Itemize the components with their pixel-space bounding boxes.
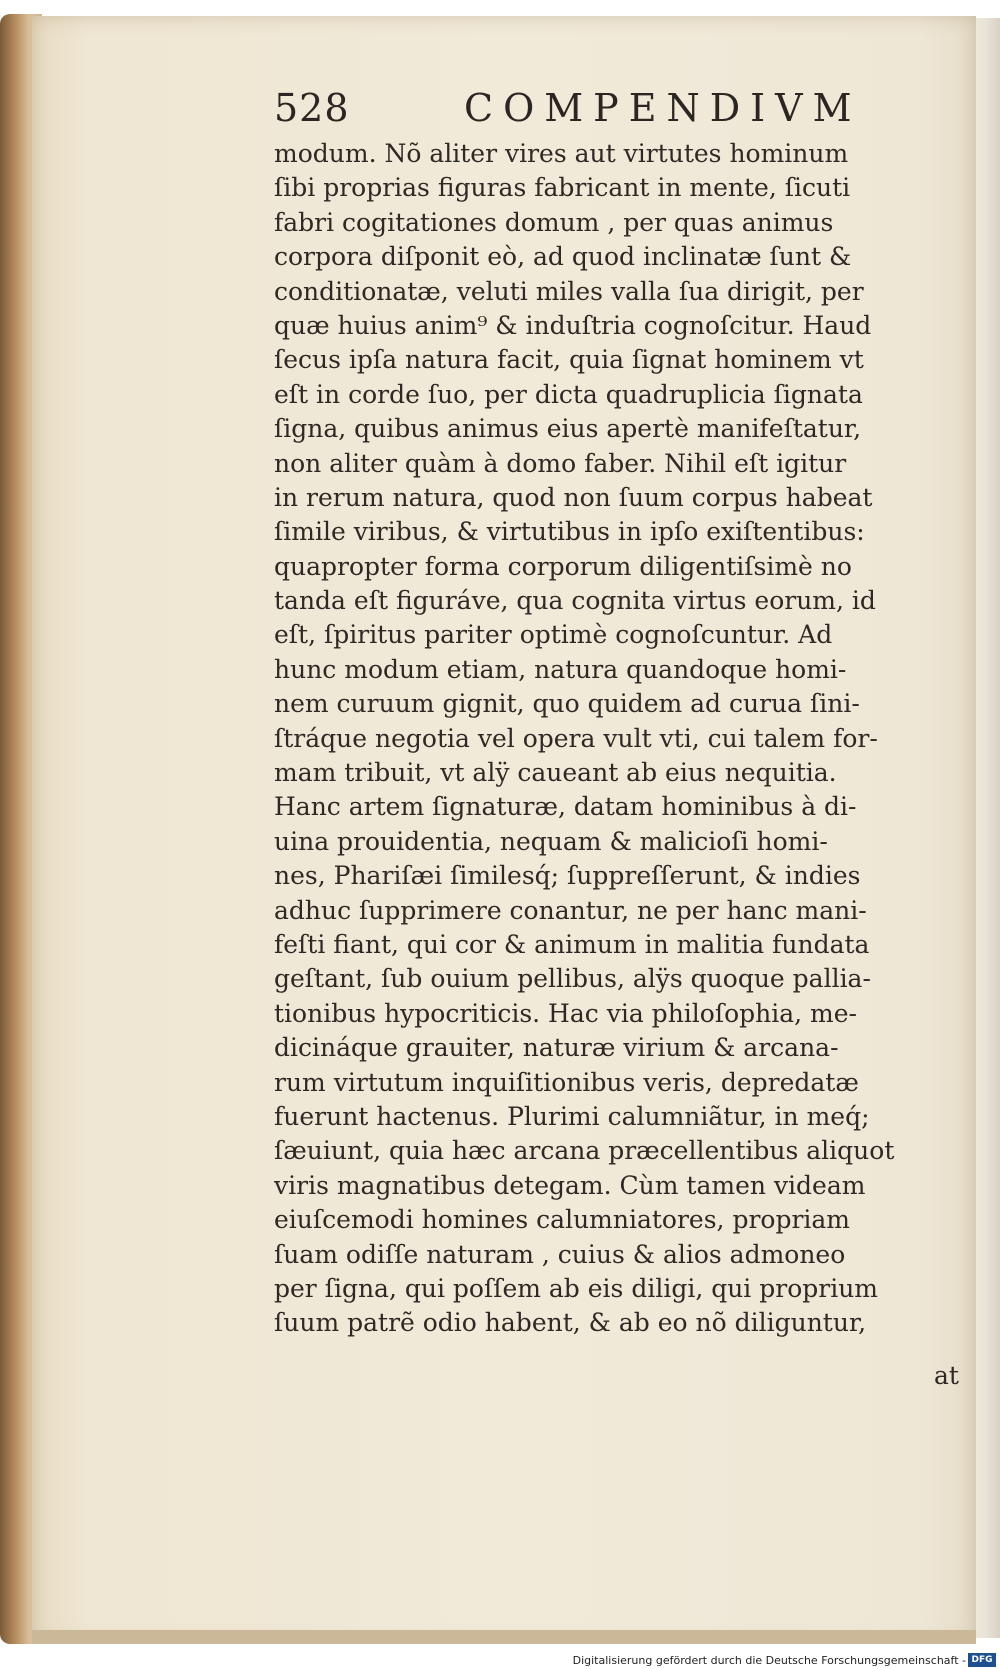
book-edge-right: [974, 18, 1000, 1638]
text-line: rum virtutum inquiſitionibus veris, depredatæ: [274, 1067, 859, 1097]
text-line: ſibi proprias figuras fabricant in mente, ſicuti: [274, 173, 851, 203]
text-line: ſecus ipſa natura facit, quia ſignat hominem vt: [274, 345, 864, 375]
text-line: nes, Phariſæi ſimilesq́; ſuppreſſerunt, & indies: [274, 861, 861, 891]
text-line: corpora diſponit eò, ad quod inclinatæ ſunt &: [274, 242, 852, 272]
text-line: quapropter forma corporum diligentiſsimè no: [274, 551, 852, 581]
text-line: ſæuiunt, quia hæc arcana præcellentibus aliquot: [274, 1136, 895, 1166]
text-line: ſtráque negotia vel opera vult vti, cui talem for-: [274, 723, 878, 753]
text-line: feſti fiant, qui cor & animum in malitia fundata: [274, 929, 870, 959]
text-line: Hanc artem ſignaturæ, datam hominibus à di-: [274, 792, 857, 822]
text-line: hunc modum etiam, natura quandoque homi-: [274, 654, 847, 684]
text-line: viris magnatibus detegam. Cùm tamen videam: [274, 1170, 866, 1200]
text-line: non aliter quàm à domo faber. Nihil eſt igitur: [274, 448, 847, 478]
text-line: dicináque grauiter, naturæ virium & arcana-: [274, 1033, 839, 1063]
text-line: ſuum patrẽ odio habent, & ab eo nõ diliguntur,: [274, 1308, 867, 1338]
text-line: tanda eſt figuráve, qua cognita virtus eorum, id: [274, 586, 876, 616]
text-line: in rerum natura, quod non ſuum corpus habeat: [274, 482, 873, 512]
text-line: eſt, ſpiritus pariter optimè cognoſcuntur. Ad: [274, 620, 833, 650]
text-line: ſimile viribus, & virtutibus in ipſo exiſtentibus:: [274, 517, 865, 547]
running-title: COMPENDIVM: [464, 86, 862, 130]
page-bottom-edge: [32, 1630, 976, 1644]
running-header: [274, 78, 914, 138]
text-line: geſtant, ſub ouium pellibus, alÿs quoque pallia-: [274, 964, 871, 994]
text-line: fabri cogitationes domum , per quas animus: [274, 207, 834, 237]
text-line: ſuam odiſſe naturam , cuius & alios admoneo: [274, 1239, 846, 1269]
text-line: eſt in corde ſuo, per dicta quadruplicia ſignata: [274, 379, 863, 409]
text-line: adhuc ſupprimere conantur, ne per hanc mani-: [274, 895, 867, 925]
text-line: eiuſcemodi homines calumniatores, propriam: [274, 1205, 851, 1235]
text-line: fuerunt hactenus. Plurimi calumniãtur, in meq́;: [274, 1101, 870, 1131]
dfg-logo: DFG: [968, 1653, 996, 1667]
text-line: modum. Nõ aliter vires aut virtutes hominum: [274, 139, 849, 168]
text-line: uina prouidentia, nequam & malicioſi homi-: [274, 826, 828, 856]
text-line: ſigna, quibus animus eius apertè manifeſtatur,: [274, 414, 862, 444]
text-line: mam tribuit, vt alÿ caueant ab eius nequitia.: [274, 758, 837, 788]
body-text: [274, 137, 974, 1341]
text-line: quæ huius anim⁹ & induſtria cognoſcitur. Haud: [274, 310, 872, 340]
catchword: at: [934, 1361, 959, 1390]
text-line: conditionatæ, veluti miles valla ſua dirigit, per: [274, 276, 864, 306]
text-line: per ſigna, qui poſſem ab eis diligi, qui proprium: [274, 1273, 879, 1303]
digitization-credit: Digitalisierung gefördert durch die Deutsche Forschungsgemeinschaft -: [572, 1654, 966, 1667]
text-line: nem curuum gignit, quo quidem ad curua ſini-: [274, 689, 860, 719]
text-line: tionibus hypocriticis. Hac via philoſophia, me-: [274, 998, 857, 1028]
page-number: 528: [274, 86, 350, 130]
